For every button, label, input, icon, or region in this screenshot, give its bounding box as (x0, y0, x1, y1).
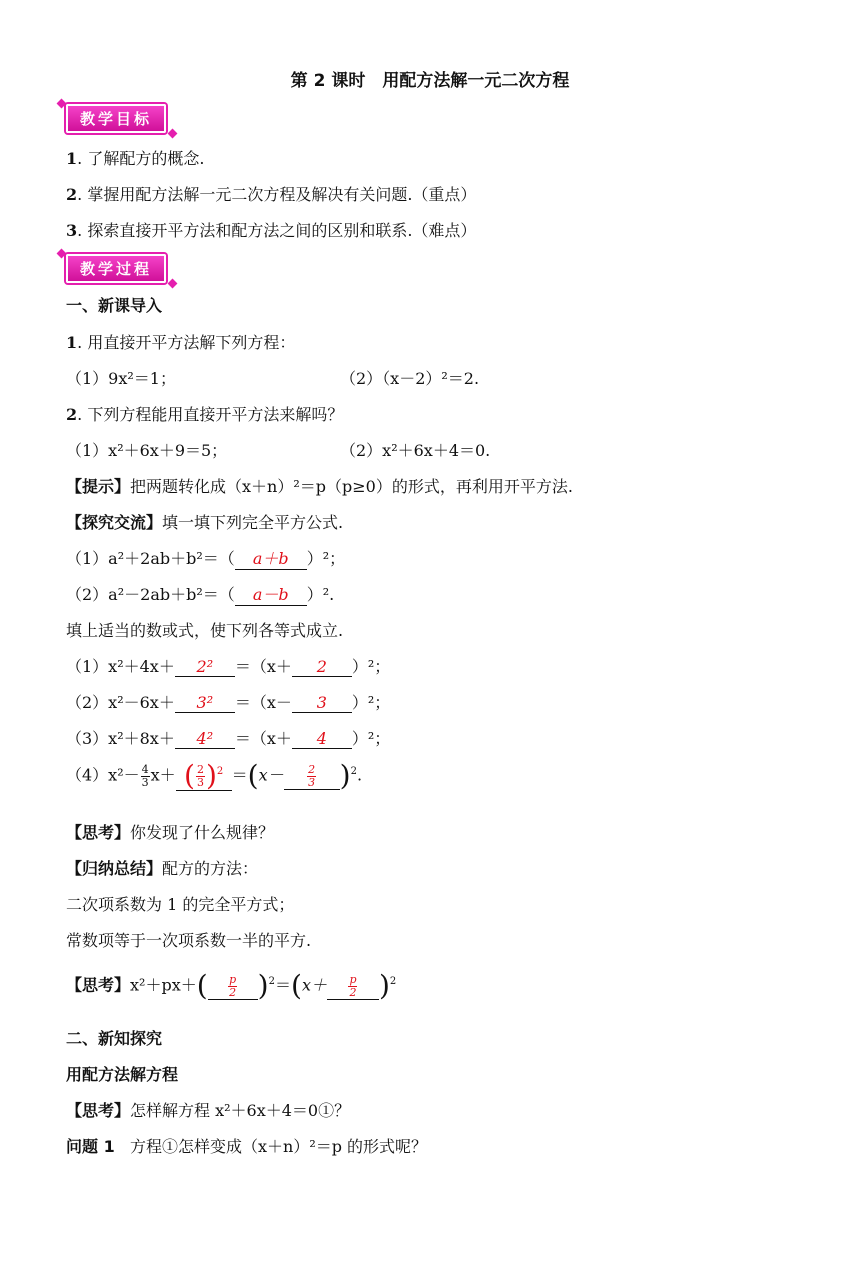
goals-badge-label: 教学目标 (80, 110, 153, 128)
fill-right: ）²； (351, 729, 391, 748)
fraction-numerator: 2 (196, 762, 204, 776)
fraction-denominator: 3 (141, 775, 149, 789)
fill-x: x－ (258, 765, 284, 785)
fill-x: x＋ (150, 765, 176, 785)
summary-line: 二次项系数为 1 的完全平方式； (66, 895, 295, 914)
goal-number: 3 (66, 221, 78, 240)
exponent: 2 (350, 766, 357, 778)
fill-end: . (356, 765, 363, 785)
fill-mid: ＝（x－ (234, 693, 292, 712)
equation-item: （2）x²＋6x＋4＝0. (340, 441, 491, 460)
summary-label: 【归纳总结】 (66, 859, 163, 878)
fraction-denominator: 2 (349, 985, 357, 999)
hint-label: 【提示】 (66, 477, 131, 496)
page-title: 第 2 课时 用配方法解一元二次方程 (290, 71, 570, 91)
subheading: 用配方法解方程 (66, 1065, 179, 1084)
formula-left: （2）a²－2ab＋b²＝（ (66, 585, 235, 604)
answer-blank: 3 (292, 693, 352, 713)
goal-text: . 掌握用配方法解一元二次方程及解决有关问题.（重点） (77, 185, 477, 204)
goal-text: . 了解配方的概念. (77, 149, 205, 168)
question (66, 330, 295, 353)
answer-fraction (307, 764, 316, 789)
paren-right: ) (378, 969, 390, 1002)
answer-blank (327, 974, 379, 1000)
answer-blank: 2² (175, 657, 235, 677)
fraction-denominator: 3 (308, 775, 316, 789)
fraction-numerator: p (349, 972, 357, 986)
fill-left: （4）x²－ (66, 765, 140, 785)
problem (66, 1134, 427, 1157)
question (66, 402, 343, 425)
fraction-numerator: 4 (141, 762, 149, 776)
answer-blank: 4² (175, 729, 235, 749)
goal-text: . 探索直接开平方法和配方法之间的区别和联系.（难点） (77, 221, 477, 240)
formula-x: x＋ (301, 975, 327, 995)
answer-blank: a－b (235, 582, 307, 606)
problem-label: 问题 1 (66, 1137, 115, 1156)
goals-badge (66, 104, 166, 133)
goal-number: 2 (66, 185, 78, 204)
think-label: 【思考】 (66, 975, 131, 995)
hint (66, 474, 573, 497)
goals-badge-wrap (66, 104, 166, 133)
fraction-denominator: 2 (229, 985, 237, 999)
paren-right: ) (205, 759, 217, 792)
summary-text: 配方的方法： (162, 859, 259, 878)
explore-label: 【探究交流】 (66, 513, 163, 532)
explore-text: 填一填下列完全平方公式. (162, 513, 344, 532)
exponent: 2 (389, 976, 397, 988)
fill-right: ）²； (351, 657, 391, 676)
answer-blank (208, 974, 258, 1000)
equation-item: （1）x²＋6x＋9＝5； (66, 441, 228, 460)
paren-left: ( (196, 969, 208, 1002)
goal-item (66, 182, 476, 205)
formula-right: ）². (306, 585, 335, 604)
goal-item (66, 218, 476, 241)
fill-line (66, 690, 390, 713)
paren-left: ( (247, 759, 259, 792)
diamond-icon (168, 129, 178, 139)
fill-mid: ＝（x＋ (234, 729, 292, 748)
coefficient-fraction (141, 764, 150, 789)
fill-line (66, 726, 390, 749)
fill-mid: ＝（x＋ (234, 657, 292, 676)
diamond-icon (57, 249, 67, 259)
answer-fraction (348, 974, 357, 999)
question-number: 1 (66, 333, 78, 352)
fill-left: （1）x²＋4x＋ (66, 657, 175, 676)
paren-right: ) (257, 969, 269, 1002)
paren-right: ) (339, 759, 351, 792)
fill-intro: 填上适当的数或式，使下列各等式成立. (66, 621, 344, 640)
equation-item: （2）（x－2）²＝2. (340, 369, 480, 388)
equation-item: （1）9x²＝1； (66, 369, 176, 388)
formula-left: （1）a²＋2ab＋b²＝（ (66, 549, 235, 568)
process-badge-label: 教学过程 (80, 260, 153, 278)
process-badge (66, 254, 166, 283)
exponent: 2 (268, 976, 275, 988)
think (66, 1098, 350, 1121)
diamond-icon (57, 99, 67, 109)
answer-fraction (228, 974, 237, 999)
think-text: 怎样解方程 x²＋6x＋4＝0①？ (130, 1101, 351, 1120)
diamond-icon (168, 279, 178, 289)
answer-fraction (196, 764, 205, 789)
fill-right: ）²； (351, 693, 391, 712)
formula-line (66, 582, 334, 606)
exponent: 2 (216, 766, 224, 778)
fill-mid: ＝ (231, 765, 248, 785)
process-badge-wrap (66, 254, 166, 283)
answer-blank: 2 (292, 657, 352, 677)
section-heading: 二、新知探究 (66, 1029, 163, 1048)
think-formula (66, 969, 397, 1002)
think-text: 你发现了什么规律？ (130, 823, 275, 842)
goal-number: 1 (66, 149, 78, 168)
think (66, 820, 274, 843)
fraction-denominator: 3 (196, 775, 204, 789)
formula-line (66, 546, 345, 570)
question-text: . 用直接开平方法解下列方程： (77, 333, 296, 352)
paren-left: ( (291, 969, 302, 1002)
fill-left: （3）x²＋8x＋ (66, 729, 175, 748)
explore (66, 510, 343, 533)
answer-blank: a＋b (235, 546, 307, 570)
think-label: 【思考】 (66, 1101, 131, 1120)
formula-right: ）²； (306, 549, 346, 568)
fill-left: （2）x²－6x＋ (66, 693, 175, 712)
formula-left: x²＋px＋ (130, 975, 197, 995)
summary-line: 常数项等于一次项系数一半的平方. (66, 931, 312, 950)
section-heading: 一、新课导入 (66, 296, 163, 315)
hint-text: 把两题转化成（x＋n）²＝p（p≥0）的形式，再利用开平方法. (130, 477, 573, 496)
answer-blank: 4 (292, 729, 352, 749)
answer-blank (176, 759, 232, 792)
goal-item (66, 146, 204, 169)
fill-line-fraction (66, 759, 363, 792)
formula-mid: ＝ (274, 975, 291, 995)
fraction-numerator: 2 (308, 762, 316, 776)
summary (66, 856, 258, 879)
problem-text: 方程①怎样变成（x＋n）²＝p 的形式呢？ (129, 1137, 428, 1156)
fill-line (66, 654, 390, 677)
question-text: . 下列方程能用直接开平方法来解吗？ (77, 405, 344, 424)
fraction-numerator: p (229, 972, 237, 986)
answer-blank: 3² (175, 693, 235, 713)
answer-blank (284, 764, 340, 790)
think-label: 【思考】 (66, 823, 131, 842)
question-number: 2 (66, 405, 78, 424)
paren-left: ( (184, 759, 195, 792)
